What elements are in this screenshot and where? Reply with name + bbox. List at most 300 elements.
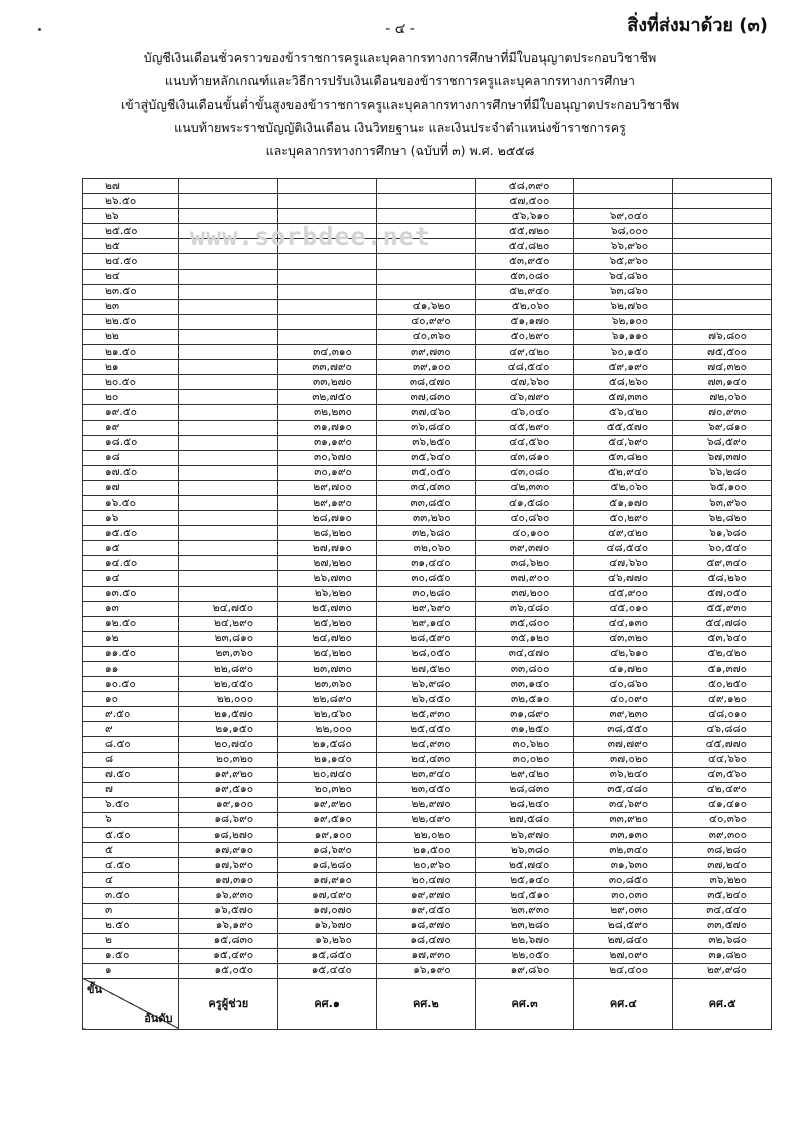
salary-cell: ๓๐,๒๘๐ — [376, 586, 475, 601]
salary-cell: ๓๐,๐๒๐ — [475, 752, 574, 767]
salary-cell: ๔๒,๖๑๐ — [574, 646, 673, 661]
step-cell: ๒๓ — [83, 299, 179, 314]
salary-cell: ๑๕,๘๓๐ — [179, 933, 278, 948]
salary-cell: ๖๓,๘๖๐ — [574, 284, 673, 299]
salary-cell — [179, 345, 278, 360]
salary-cell: ๒๔,๔๓๐ — [376, 752, 475, 767]
salary-cell: ๓๘,๖๒๐ — [475, 556, 574, 571]
salary-cell: ๓๒,๖๘๐ — [673, 933, 772, 948]
salary-cell: ๒๕,๙๓๐ — [376, 707, 475, 722]
salary-cell: ๑๗,๙๑๐ — [278, 873, 377, 888]
salary-cell — [673, 269, 772, 284]
salary-cell: ๖๗,๓๗๐ — [673, 450, 772, 465]
salary-cell: ๒๑,๕๐๐ — [376, 843, 475, 858]
salary-cell — [179, 375, 278, 390]
step-cell: ๙.๕๐ — [83, 707, 179, 722]
salary-cell: ๔๐,๓๖๐ — [376, 329, 475, 344]
salary-cell: ๕๒,๙๔๐ — [574, 465, 673, 480]
step-cell: ๑๗ — [83, 480, 179, 495]
salary-cell: ๒๙,๐๓๐ — [574, 903, 673, 918]
salary-cell — [179, 480, 278, 495]
step-cell: ๑๖.๕๐ — [83, 495, 179, 510]
salary-cell: ๕๐,๒๙๐ — [475, 329, 574, 344]
salary-cell: ๗๓,๑๔๐ — [673, 375, 772, 390]
salary-cell: ๕๕,๗๒๐ — [475, 224, 574, 239]
table-row — [83, 752, 772, 767]
salary-cell: ๕๓,๘๒๐ — [574, 450, 673, 465]
salary-cell: ๔๐,๘๖๐ — [574, 677, 673, 692]
salary-cell — [179, 269, 278, 284]
page-number: - ๔ - — [385, 21, 415, 37]
table-row — [83, 797, 772, 812]
salary-cell: ๔๓,๘๑๐ — [475, 450, 574, 465]
salary-cell: ๕๒,๔๒๐ — [673, 646, 772, 661]
salary-cell: ๓๑,๒๕๐ — [475, 722, 574, 737]
salary-cell: ๔๑,๔๑๐ — [673, 797, 772, 812]
salary-cell: ๒๖,๔๕๐ — [376, 692, 475, 707]
step-cell: ๒๕ — [83, 239, 179, 254]
salary-cell: ๒๘,๕๙๐ — [376, 631, 475, 646]
salary-cell — [278, 284, 377, 299]
table-row — [83, 420, 772, 435]
table-row — [83, 314, 772, 329]
salary-cell: ๒๕,๔๕๐ — [376, 722, 475, 737]
salary-cell — [179, 179, 278, 194]
salary-cell — [574, 194, 673, 209]
step-cell: ๗ — [83, 782, 179, 797]
salary-cell: ๔๒,๔๙๐ — [673, 782, 772, 797]
salary-cell: ๔๓,๕๖๐ — [673, 767, 772, 782]
salary-cell: ๓๗,๘๓๐ — [376, 390, 475, 405]
salary-cell — [278, 179, 377, 194]
salary-cell: ๓๗,๒๔๐ — [673, 858, 772, 873]
salary-cell: ๓๓,๗๙๐ — [278, 360, 377, 375]
salary-cell: ๓๔,๔๓๐ — [376, 480, 475, 495]
salary-cell: ๕๖,๔๒๐ — [574, 405, 673, 420]
salary-cell: ๕๔,๗๘๐ — [673, 616, 772, 631]
salary-cell: ๔๐,๐๙๐ — [574, 692, 673, 707]
salary-cell: ๖๐,๑๕๐ — [574, 345, 673, 360]
step-cell: ๒๖.๕๐ — [83, 194, 179, 209]
salary-cell: ๓๓,๑๓๐ — [574, 828, 673, 843]
salary-cell: ๓๕,๐๕๐ — [376, 465, 475, 480]
salary-cell: ๒๒,๔๖๐ — [278, 707, 377, 722]
salary-cell: ๖๔,๘๖๐ — [574, 269, 673, 284]
salary-cell — [179, 526, 278, 541]
table-row — [83, 526, 772, 541]
salary-cell: ๒๑,๑๕๐ — [179, 722, 278, 737]
salary-cell: ๒๕,๗๔๐ — [475, 858, 574, 873]
salary-cell: ๓๗,๒๐๐ — [475, 586, 574, 601]
salary-cell: ๓๖,๒๒๐ — [673, 873, 772, 888]
salary-cell: ๒๒,๐๕๐ — [475, 948, 574, 963]
watermark: www.sorbdee.net — [190, 222, 431, 251]
salary-cell: ๑๘,๖๙๐ — [179, 812, 278, 827]
salary-cell: ๕๘,๒๖๐ — [673, 571, 772, 586]
salary-cell: ๔๕,๐๑๐ — [574, 601, 673, 616]
step-cell: ๕.๕๐ — [83, 828, 179, 843]
table-row — [83, 179, 772, 194]
step-cell: ๔ — [83, 873, 179, 888]
salary-cell: ๒๔,๒๙๐ — [179, 616, 278, 631]
salary-cell: ๕๖,๖๑๐ — [475, 209, 574, 224]
salary-cell: ๔๙,๑๒๐ — [673, 692, 772, 707]
salary-cell — [179, 194, 278, 209]
salary-cell: ๑๘,๔๗๐ — [376, 933, 475, 948]
column-header: ครูผู้ช่วย — [179, 978, 278, 1029]
salary-cell: ๒๒,๙๗๐ — [376, 797, 475, 812]
salary-cell: ๑๕,๘๕๐ — [278, 948, 377, 963]
step-cell: ๑.๕๐ — [83, 948, 179, 963]
salary-cell: ๓๐,๘๕๐ — [376, 571, 475, 586]
salary-cell — [179, 556, 278, 571]
step-cell: ๒๔ — [83, 269, 179, 284]
salary-cell: ๒๒,๐๐๐ — [278, 722, 377, 737]
salary-cell: ๒๐,๔๗๐ — [376, 873, 475, 888]
salary-cell: ๑๙,๔๕๐ — [376, 903, 475, 918]
salary-cell: ๑๕,๔๔๐ — [278, 963, 377, 978]
salary-cell — [673, 284, 772, 299]
heading-line: และบุคลากรทางการศึกษา (ฉบับที่ ๓) พ.ศ. ๒๕๕๘ — [265, 143, 535, 159]
step-cell: ๑๓ — [83, 601, 179, 616]
step-cell: ๑๕.๕๐ — [83, 526, 179, 541]
salary-cell: ๓๕,๖๔๐ — [376, 450, 475, 465]
salary-cell: ๕๗,๓๓๐ — [574, 390, 673, 405]
salary-cell: ๔๐,๘๖๐ — [475, 511, 574, 526]
salary-cell: ๓๗,๙๐๐ — [475, 571, 574, 586]
salary-cell: ๕๐,๒๙๐ — [574, 511, 673, 526]
salary-cell — [673, 254, 772, 269]
salary-cell: ๓๗,๗๙๐ — [574, 737, 673, 752]
table-row — [83, 571, 772, 586]
salary-cell: ๔๔,๑๓๐ — [574, 616, 673, 631]
salary-cell: ๒๓,๒๘๐ — [475, 918, 574, 933]
salary-cell — [376, 194, 475, 209]
salary-cell: ๓๔,๖๙๐ — [574, 797, 673, 812]
column-header: คศ.๑ — [278, 978, 377, 1029]
table-row — [83, 646, 772, 661]
salary-cell: ๒๙,๙๘๐ — [673, 963, 772, 978]
salary-cell: ๓๑,๖๓๐ — [574, 858, 673, 873]
salary-cell: ๓๘,๕๕๐ — [574, 722, 673, 737]
step-cell: ๑๑.๕๐ — [83, 646, 179, 661]
salary-cell: ๑๖,๙๓๐ — [179, 888, 278, 903]
step-cell: ๒๓.๕๐ — [83, 284, 179, 299]
table-row — [83, 254, 772, 269]
salary-cell: ๓๐,๑๙๐ — [278, 465, 377, 480]
salary-cell: ๒๔,๗๒๐ — [278, 631, 377, 646]
attachment-label: สิ่งที่ส่งมาด้วย (๓) — [627, 15, 768, 36]
salary-cell: ๒๐,๙๖๐ — [376, 858, 475, 873]
salary-cell: ๓๓,๑๔๐ — [475, 677, 574, 692]
table-row — [83, 858, 772, 873]
salary-cell: ๕๗,๐๕๐ — [673, 586, 772, 601]
table-row — [83, 812, 772, 827]
salary-cell: ๓๒,๓๔๐ — [574, 843, 673, 858]
table-row — [83, 933, 772, 948]
step-cell: ๘.๕๐ — [83, 737, 179, 752]
salary-table — [82, 178, 772, 1030]
step-cell: ๑๘.๕๐ — [83, 435, 179, 450]
salary-cell: ๒๗,๕๘๐ — [475, 812, 574, 827]
step-cell: ๒๗ — [83, 179, 179, 194]
salary-cell: ๗๔,๓๒๐ — [673, 360, 772, 375]
salary-cell: ๔๗,๖๖๐ — [475, 375, 574, 390]
step-cell: ๖ — [83, 812, 179, 827]
salary-cell: ๒๒,๔๙๐ — [376, 812, 475, 827]
salary-cell: ๔๓,๐๘๐ — [475, 465, 574, 480]
step-cell: ๗.๕๐ — [83, 767, 179, 782]
salary-cell: ๓๓,๒๗๐ — [278, 375, 377, 390]
salary-cell: ๓๒,๖๘๐ — [376, 526, 475, 541]
salary-cell — [179, 571, 278, 586]
step-cell: ๑๐.๕๐ — [83, 677, 179, 692]
step-cell: ๑๐ — [83, 692, 179, 707]
step-cell: ๒๒.๕๐ — [83, 314, 179, 329]
salary-cell: ๒๔,๕๑๐ — [475, 888, 574, 903]
step-cell: ๒ — [83, 933, 179, 948]
table-row — [83, 269, 772, 284]
salary-cell: ๕๗,๕๐๐ — [475, 194, 574, 209]
salary-cell: ๓๓,๘๕๐ — [376, 495, 475, 510]
table-row — [83, 405, 772, 420]
salary-cell: ๑๙,๙๗๐ — [376, 888, 475, 903]
salary-cell — [278, 299, 377, 314]
salary-cell: ๔๕,๗๗๐ — [673, 737, 772, 752]
salary-cell: ๓๓,๒๖๐ — [376, 511, 475, 526]
salary-cell: ๖๒,๑๐๐ — [574, 314, 673, 329]
table-row — [83, 692, 772, 707]
salary-cell: ๓๓,๕๗๐ — [673, 918, 772, 933]
salary-cell: ๑๗,๙๓๐ — [376, 948, 475, 963]
salary-cell: ๕๐,๒๕๐ — [673, 677, 772, 692]
table-row — [83, 843, 772, 858]
salary-cell: ๖๒,๗๖๐ — [574, 299, 673, 314]
table-row — [83, 450, 772, 465]
salary-cell — [179, 405, 278, 420]
salary-cell: ๓๖,๘๔๐ — [376, 420, 475, 435]
salary-cell — [376, 179, 475, 194]
salary-cell: ๓๓,๘๐๐ — [475, 662, 574, 677]
salary-cell: ๒๑,๕๘๐ — [278, 737, 377, 752]
salary-cell: ๒๒,๖๗๐ — [475, 933, 574, 948]
step-cell: ๘ — [83, 752, 179, 767]
table-row — [83, 480, 772, 495]
salary-cell: ๑๙,๙๒๐ — [278, 797, 377, 812]
salary-cell — [179, 450, 278, 465]
salary-cell: ๒๓,๔๕๐ — [376, 782, 475, 797]
salary-cell: ๔๘,๕๔๐ — [574, 541, 673, 556]
salary-cell: ๓๔,๔๔๐ — [673, 903, 772, 918]
step-cell: ๒๐ — [83, 390, 179, 405]
salary-cell: ๑๘,๙๗๐ — [376, 918, 475, 933]
salary-cell: ๓๙,๗๓๐ — [376, 345, 475, 360]
salary-cell: ๒๔,๔๐๐ — [574, 963, 673, 978]
salary-cell: ๒๗,๕๒๐ — [376, 662, 475, 677]
salary-cell: ๑๕,๔๙๐ — [179, 948, 278, 963]
salary-cell: ๓๕,๒๔๐ — [673, 888, 772, 903]
salary-cell — [179, 586, 278, 601]
salary-cell: ๓๑,๘๒๐ — [673, 948, 772, 963]
salary-cell: ๓๒,๗๕๐ — [278, 390, 377, 405]
table-row — [83, 707, 772, 722]
salary-cell: ๓๒,๕๑๐ — [475, 692, 574, 707]
salary-cell: ๒๘,๕๙๐ — [574, 918, 673, 933]
salary-cell: ๒๙,๖๙๐ — [376, 601, 475, 616]
salary-cell: ๒๙,๑๔๐ — [376, 616, 475, 631]
salary-cell — [673, 299, 772, 314]
salary-cell: ๒๘,๒๒๐ — [278, 526, 377, 541]
salary-cell: ๓๗,๐๒๐ — [574, 752, 673, 767]
salary-table-body — [83, 179, 772, 979]
table-row — [83, 601, 772, 616]
salary-cell: ๕๑,๓๗๐ — [673, 662, 772, 677]
salary-cell: ๑๙,๑๐๐ — [278, 828, 377, 843]
step-cell: ๕ — [83, 843, 179, 858]
salary-cell: ๑๘,๒๗๐ — [179, 828, 278, 843]
table-row — [83, 541, 772, 556]
heading-line: บัญชีเงินเดือนชั่วคราวของข้าราชการครูและบุคลากรทางการศึกษาที่มีใบอนุญาตประกอบวิชาชีพ — [143, 50, 657, 65]
step-cell: ๖.๕๐ — [83, 797, 179, 812]
salary-cell: ๕๘,๒๖๐ — [574, 375, 673, 390]
salary-cell — [673, 194, 772, 209]
table-row — [83, 360, 772, 375]
salary-cell: ๖๙,๐๔๐ — [574, 209, 673, 224]
step-cell: ๑๔ — [83, 571, 179, 586]
table-row — [83, 616, 772, 631]
salary-cell: ๒๔,๙๓๐ — [376, 737, 475, 752]
salary-cell — [179, 314, 278, 329]
salary-cell: ๔๔,๕๖๐ — [475, 435, 574, 450]
salary-cell: ๔๖,๐๔๐ — [475, 405, 574, 420]
column-header: คศ.๕ — [673, 978, 772, 1029]
step-cell: ๙ — [83, 722, 179, 737]
salary-cell: ๖๑,๑๑๐ — [574, 329, 673, 344]
table-row — [83, 390, 772, 405]
salary-cell: ๓๒,๒๓๐ — [278, 405, 377, 420]
salary-cell: ๔๐,๙๙๐ — [376, 314, 475, 329]
salary-cell: ๗๕,๕๐๐ — [673, 345, 772, 360]
salary-cell: ๔๑,๗๒๐ — [574, 662, 673, 677]
salary-cell: ๕๓,๖๔๐ — [673, 631, 772, 646]
table-row — [83, 556, 772, 571]
step-cell: ๑๗.๕๐ — [83, 465, 179, 480]
step-cell: ๔.๕๐ — [83, 858, 179, 873]
salary-cell: ๒๙,๔๒๐ — [475, 767, 574, 782]
salary-cell: ๑๖,๖๗๐ — [278, 918, 377, 933]
salary-cell: ๑๙,๕๑๐ — [278, 812, 377, 827]
salary-cell: ๒๘,๐๕๐ — [376, 646, 475, 661]
salary-cell: ๓๖,๒๔๐ — [574, 767, 673, 782]
step-cell: ๒๕.๕๐ — [83, 224, 179, 239]
salary-cell: ๓๐,๖๒๐ — [475, 737, 574, 752]
salary-cell: ๒๕,๑๔๐ — [475, 873, 574, 888]
table-row — [83, 495, 772, 510]
step-cell: ๓.๕๐ — [83, 888, 179, 903]
salary-cell — [376, 284, 475, 299]
salary-cell: ๓๑,๘๙๐ — [475, 707, 574, 722]
salary-cell — [673, 179, 772, 194]
salary-cell: ๒๒,๐๐๐ — [179, 692, 278, 707]
step-cell: ๒๑.๕๐ — [83, 345, 179, 360]
salary-cell: ๕๔,๖๙๐ — [574, 435, 673, 450]
salary-cell: ๒๖,๙๗๐ — [475, 828, 574, 843]
step-cell: ๒๒ — [83, 329, 179, 344]
table-row — [83, 631, 772, 646]
salary-cell: ๔๖,๗๗๐ — [574, 571, 673, 586]
salary-cell: ๔๕,๒๙๐ — [475, 420, 574, 435]
table-row — [83, 948, 772, 963]
salary-cell — [179, 254, 278, 269]
salary-cell: ๒๑,๕๗๐ — [179, 707, 278, 722]
header-corner — [83, 978, 179, 1029]
table-row — [83, 888, 772, 903]
step-cell: ๒.๕๐ — [83, 918, 179, 933]
salary-cell: ๓๐,๐๓๐ — [574, 888, 673, 903]
salary-cell: ๑๗,๐๗๐ — [278, 903, 377, 918]
salary-cell: ๓๔,๔๗๐ — [475, 646, 574, 661]
step-cell: ๑๒.๕๐ — [83, 616, 179, 631]
table-row — [83, 828, 772, 843]
salary-cell — [179, 420, 278, 435]
salary-cell: ๔๗,๖๖๐ — [574, 556, 673, 571]
salary-cell — [673, 239, 772, 254]
table-row — [83, 465, 772, 480]
salary-cell — [179, 495, 278, 510]
table-row — [83, 586, 772, 601]
salary-cell: ๒๐,๓๒๐ — [278, 782, 377, 797]
salary-cell: ๒๑,๑๔๐ — [278, 752, 377, 767]
step-cell: ๑๙.๕๐ — [83, 405, 179, 420]
salary-cell: ๒๒,๐๒๐ — [376, 828, 475, 843]
step-cell: ๒๖ — [83, 209, 179, 224]
column-header-row — [83, 978, 772, 1029]
heading-line: เข้าสู่บัญชีเงินเดือนขั้นต่ำขั้นสูงของข้าราชการครูและบุคลากรทางการศึกษาที่มีใบอนุญาตประกอบวิชาชีพ — [120, 96, 680, 112]
salary-cell: ๔๓,๓๒๐ — [574, 631, 673, 646]
heading-line: แนบท้ายพระราชบัญญัติเงินเดือน เงินวิทยฐานะ และเงินประจำตำแหน่งข้าราชการครู — [174, 119, 626, 135]
salary-cell: ๖๕,๙๖๐ — [574, 254, 673, 269]
salary-cell: ๒๓,๓๖๐ — [179, 646, 278, 661]
table-row — [83, 375, 772, 390]
salary-cell: ๓๗,๔๖๐ — [376, 405, 475, 420]
salary-cell: ๓๕,๔๘๐ — [574, 782, 673, 797]
salary-cell — [278, 314, 377, 329]
salary-cell — [673, 224, 772, 239]
salary-cell: ๓๒,๐๖๐ — [376, 541, 475, 556]
salary-cell: ๒๓,๓๖๐ — [278, 677, 377, 692]
table-row — [83, 299, 772, 314]
salary-cell: ๔๑,๕๘๐ — [475, 495, 574, 510]
table-row — [83, 963, 772, 978]
salary-cell: ๒๐,๗๔๐ — [278, 767, 377, 782]
salary-cell: ๑๗,๓๑๐ — [179, 873, 278, 888]
salary-cell: ๑๖,๑๙๐ — [179, 918, 278, 933]
corner-rank-label: อันดับ — [144, 1011, 173, 1025]
step-cell: ๑๘ — [83, 450, 179, 465]
salary-cell: ๔๖,๗๙๐ — [475, 390, 574, 405]
table-row — [83, 767, 772, 782]
salary-cell: ๕๘,๓๙๐ — [475, 179, 574, 194]
salary-cell: ๒๓,๙๔๐ — [376, 767, 475, 782]
salary-cell: ๓๖,๔๘๐ — [475, 601, 574, 616]
table-row — [83, 873, 772, 888]
salary-cell: ๓๕,๘๐๐ — [475, 616, 574, 631]
step-cell: ๑๒ — [83, 631, 179, 646]
salary-cell: ๒๓,๘๑๐ — [179, 631, 278, 646]
salary-cell: ๒๙,๗๐๐ — [278, 480, 377, 495]
salary-cell: ๔๙,๔๒๐ — [475, 345, 574, 360]
salary-cell: ๕๓,๙๕๐ — [475, 254, 574, 269]
